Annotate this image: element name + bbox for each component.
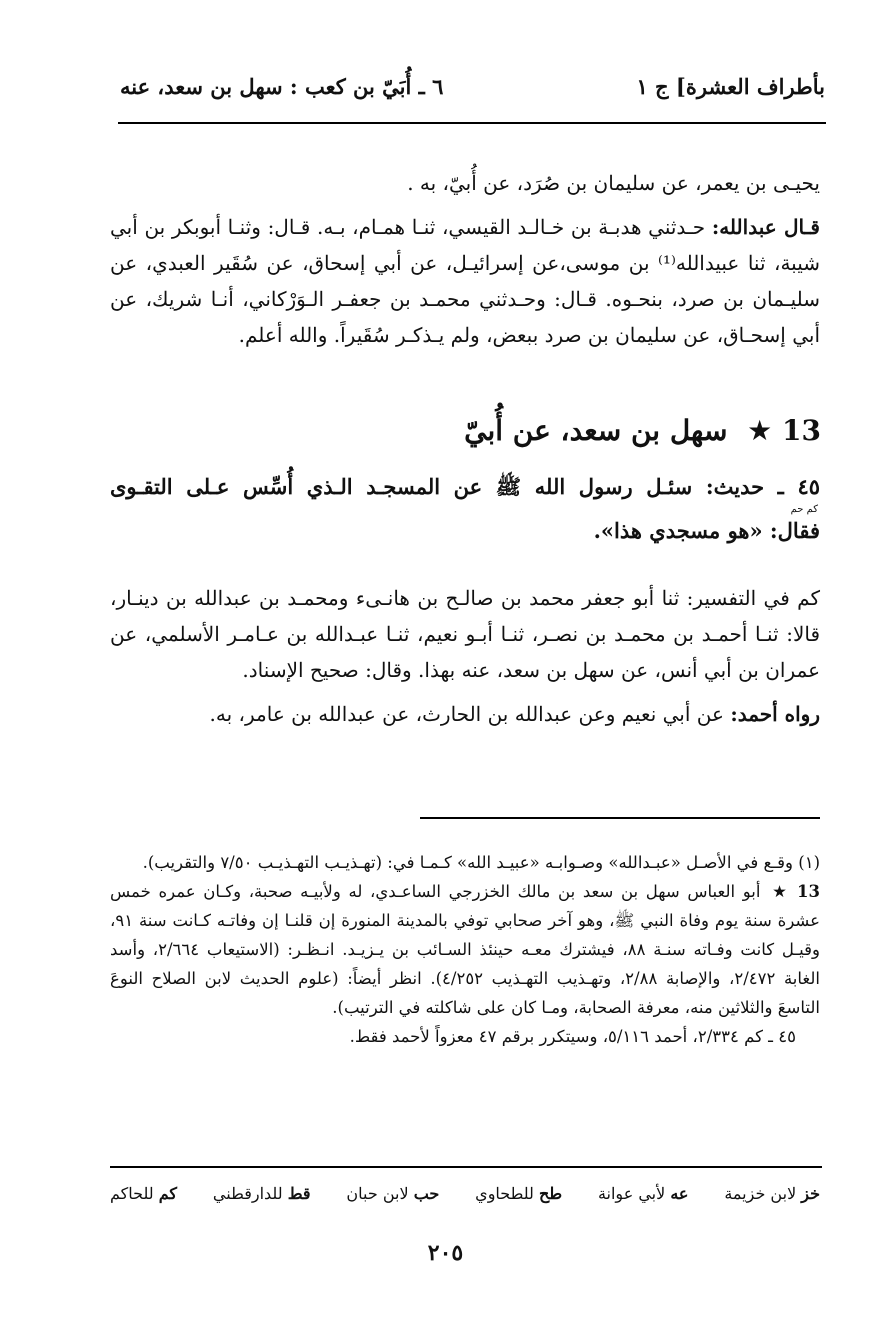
- sigla-legend: [110, 1184, 820, 1203]
- abdullah-text: حـدثني هدبـة بن خـالـد القيسي، ثنـا همـام، بـه. قـال: وثنـا أبوبكر بن أبي شيبة، ثنا عبيدالله⁽¹⁾ بن موسى،عن إسرائيـل، عن أبي إسحاق، عن سُقَير العبدي، عن سليـمان بن صرد، بنحـوه. قـال: وحـدثني محمـد بن جعفـر الـوَرْكاني، أنـا شريك، عن أبي إسحـاق، عن سليمان بن صرد ببعض، ولم يـذكـر سُقَيراً. والله أعلم.: [110, 215, 821, 347]
- footnote-13: [110, 877, 820, 1022]
- header-rule: [118, 122, 826, 124]
- footnote-rule: [420, 817, 820, 819]
- hadith-number: ٤٥ ـ حديث:: [705, 474, 821, 499]
- hadith-text: سئـل رسول الله ﷺ عن المسجـد الـذي أُسِّس عـلى التقـوى: [110, 474, 693, 499]
- footnote-13-number: 13: [797, 882, 820, 901]
- takhrij-paragraph: كم في التفسير: ثنا أبو جعفر محمد بن صالـح بن هانـىء ومحمـد بن عبدالله بن دينـار، قالا: ثنـا أحمـد بن محمـد بن نصـر، ثنـا أبـو نعيم، ثنـا عبـدالله بن عـامـر الأسلمي، عن عمران بن أبي أنس، عن سهل بن سعد، عنه بهذا. وقال: صحيح الإسناد.: [110, 586, 820, 682]
- page-number: ٢٠٥: [427, 1240, 464, 1266]
- footnote-45: ٤٥ ـ كم ٢/٣٣٤، أحمد ٥/١١٦، وسيتكرر برقم ٤٧ معزواً لأحمد فقط.: [349, 1027, 796, 1046]
- continuation-line: يحيـى بن يعمر، عن سليمان بن صُرَد، عن أُبيّ، به .: [407, 171, 820, 195]
- legend-item: كم للحاكم: [110, 1184, 178, 1203]
- footnotes: [110, 848, 820, 1051]
- main-text: [110, 580, 820, 732]
- section-number: 13: [782, 414, 821, 447]
- legend-item: قط للدارقطني: [212, 1184, 311, 1203]
- header-book-title: بأطراف العشرة] ج ١: [636, 74, 825, 99]
- running-header: [120, 74, 825, 114]
- legend-item: طح للطحاوي: [475, 1184, 563, 1203]
- legend-rule: [110, 1166, 822, 1168]
- header-chapter-title: ٦ ـ أُبَيّ بن كعب : سهل بن سعد، عنه: [120, 74, 444, 99]
- legend-item: عه لأبي عوانة: [597, 1184, 689, 1203]
- hadith-heading-line: [110, 470, 820, 504]
- top-text: [110, 165, 820, 353]
- hadith-answer: فقال: «هو مسجدي هذا».: [593, 518, 820, 543]
- hadith-entry: [110, 470, 820, 546]
- section-name: سهل بن سعد، عن أُبيّ: [464, 414, 728, 447]
- section-heading: [464, 414, 821, 447]
- abdullah-paragraph: [110, 209, 820, 353]
- abdullah-lead: قـال عبدالله:: [711, 215, 820, 239]
- legend-item: حب لابن حبان: [346, 1184, 440, 1203]
- ahmad-text: عن أبي نعيم وعن عبدالله بن الحارث، عن عبدالله بن عامر، به.: [209, 702, 724, 726]
- footnote-1: (١) وقـع في الأصـل «عبـدالله» وصـوابـه «عبيـد الله» كـمـا في: (تهـذيـب التهـذيـب ٧/٥٠ والتقريب).: [142, 853, 820, 872]
- ahmad-lead: رواه أحمد:: [730, 702, 820, 726]
- footnote-13-text: أبو العباس سهل بن سعد بن مالك الخزرجي الساعـدي، له ولأبيـه صحبة، وكـان عمره خمس عشرة سنة يوم وفاة النبي ﷺ، وهو آخر صحابي توفي بالمدينة المنورة إن قلنـا إن وفاتـه كـانت سنة ٩١، وقيـل كانت وفـاته سنـة ٨٨، فيشترك معـه حينئذ السـائب بن يـزيـد. انـظـر: (الاستيعاب ٢/٦٦٤، وأسد الغابة ٢/٤٧٢، والإصابة ٢/٨٨، وتهـذيب التهـذيب ٤/٢٥٢). انظر أيضاً: (علوم الحديث لابن الصلاح النوعَ التاسعَ والثلاثين منه، معرفة الصحابة، ومـا كان على شاكلته في الترتيب).: [110, 882, 821, 1017]
- legend-item: خز لابن خزيمة: [724, 1184, 820, 1203]
- ahmad-paragraph: [110, 696, 820, 732]
- hadith-siglum: كم حم: [790, 504, 818, 515]
- star-icon: ★: [747, 414, 773, 447]
- star-icon: ★: [772, 882, 790, 901]
